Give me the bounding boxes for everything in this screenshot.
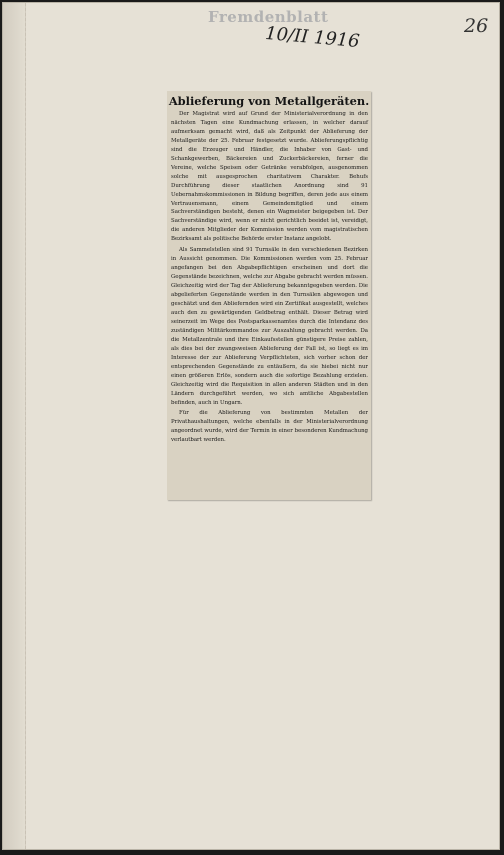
archive-sheet bbox=[2, 2, 500, 850]
article-paragraph-2: Als Sammelstellen sind 91 Turnsäle in den verschiedenen Bezirken in Aussicht genommen. Die Kommissionen werden vom 25. Februar angefangen bei den Abgabepflichtigen erscheinen und dort die Gegenstände bezeichnen, welche zur Abgabe gebracht werden müssen. Gleichzeitig wird der Tag der Ablieferung bekanntgegeben werden. Die abgelieferten Gegenstände werden in den Turnsälen abgewogen und geschätzt und den Abliefernden wird ein Zertifikat ausgestellt, welches auch den zu gewärtigenden Geldbetrag enthält. Dieser Betrag wird seinerzeit im Wege des Postsparkassenamtes durch die Intendanz des zuständigen Militärkommandos zur Auszahlung gebracht werden. Da die Metallzentrale und ihre Einkaufsstellen günstigere Preise zahlen, als dies bei der zwangsweisen Ablieferung der Fall ist, so liegt es im Interesse der zur Ablieferung Verpflichteten, sich vorher schon der entsprechenden Gegenstände zu entäußern, da sie hiebei nicht nur einen größeren Erlös, sondern auch die sofortige Bezahlung erzielen. Gleichzeitig wird die Requisition in allen anderen Städten und in den Ländern durchgeführt werden, wo sich amtliche Abgabestellen befinden, auch in Ungarn. bbox=[171, 247, 368, 406]
newspaper-clipping bbox=[167, 91, 371, 500]
sheet-binding-edge bbox=[3, 3, 26, 849]
article-paragraph-3: Für die Ablieferung von bestimmten Metallen der Privathaushaltungen, welche ebenfalls in der Ministerialverordnung angeordnet wurde, wird der Termin in einer besonderen Kundmachung verlautbart werden. bbox=[171, 410, 368, 444]
newspaper-stamp: Fremdenblatt bbox=[208, 8, 329, 26]
page-number: 26 bbox=[464, 15, 489, 37]
article-paragraph-1: Der Magistrat wird auf Grund der Ministerialverordnung in den nächsten Tagen eine Kundmachung erlassen, in welcher darauf aufmerksam gemacht wird, daß als Zeitpunkt der Ablieferung der Metallgeräte der 25. Februar festgesetzt wurde. Ablieferungspflichtig sind die Erzeuger und Händler, die Inhaber von Gast- und Schankgewerben, Bäckereien und Zuckerbäckereien, ferner die Vereine, welche Speisen oder Getränke verabfolgen, ausgenommen solche mit ausgesprochen charitativem Charakter. Behufs Durchführung dieser staatlichen Anordnung sind 91 Uebernahmskommissionen in Bildung begriffen, deren jede aus einem Vertrauensmann, einem Gemeindemitglied und einem Sachverständigen besteht, denen ein Wagmeister beigegeben ist. Der Sachverständige wird, wenn er nicht gerichtlich beeidet ist, vereidigt, die anderen Mitglieder der Kommission werden vom magistratischen Bezirksamt als politische Behörde erster Instanz angelobt. bbox=[171, 111, 368, 243]
handwritten-date: 10/II 1916 bbox=[264, 22, 361, 53]
article-title: Ablieferung von Metallgeräten. bbox=[168, 94, 370, 108]
